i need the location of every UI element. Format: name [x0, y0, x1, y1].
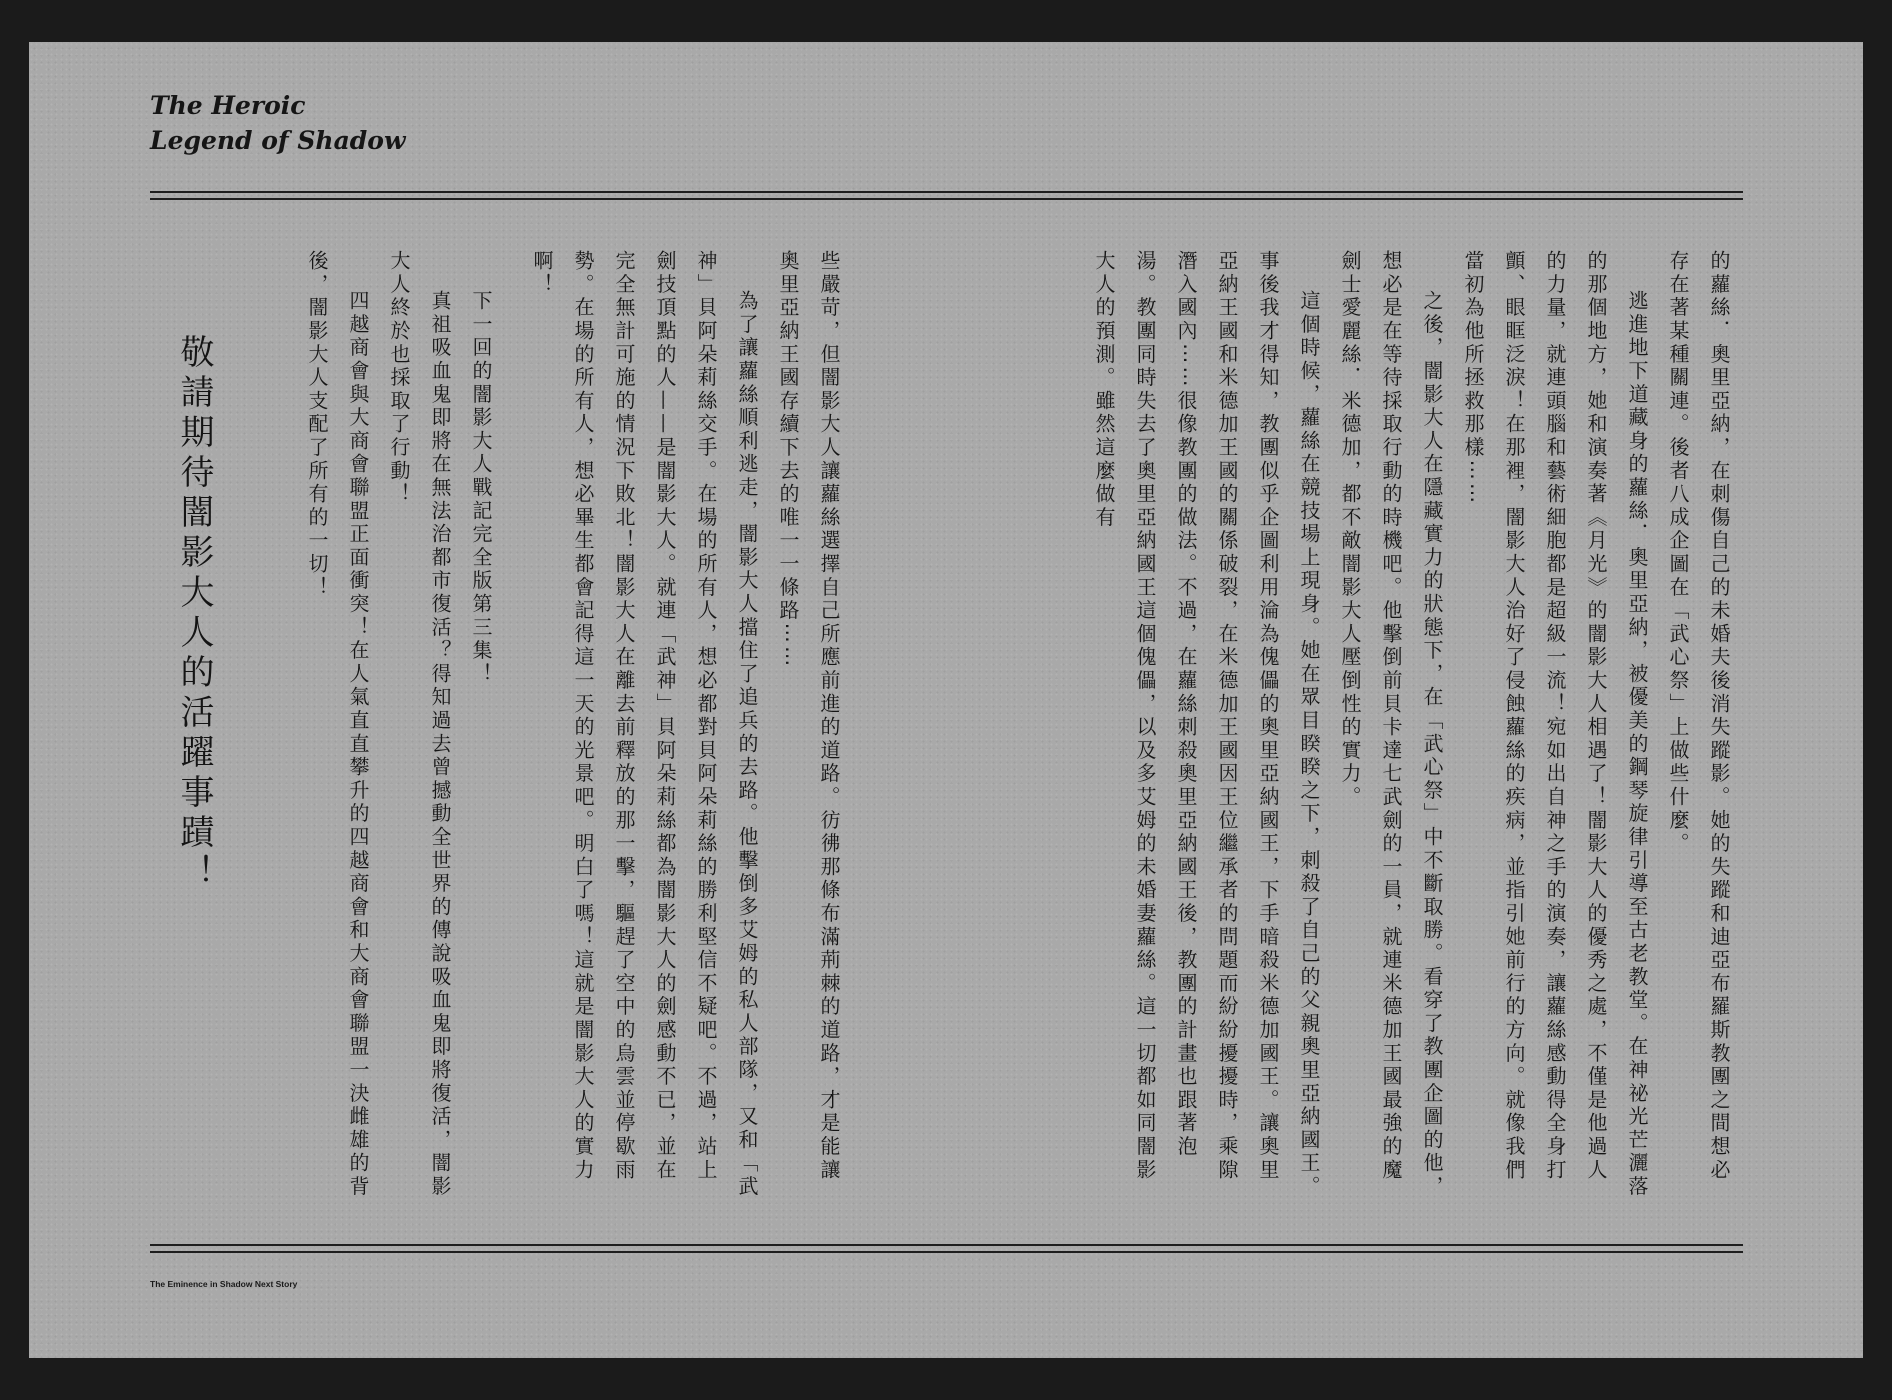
bottom-divider-line-2 — [150, 1251, 1743, 1253]
paragraph: 逃進地下道藏身的蘿絲．奧里亞納，被優美的鋼琴旋律引導至古老教堂。在神祕光芒灑落的那個地方，她和演奏著《月光》的闇影大人相遇了！闇影大人的優秀之處，不僅是他過人的力量，就連頭腦和藝術細胞都是超級一流！宛如出自神之手的演奏，讓蘿絲感動得全身打顫、眼眶泛淚！在那裡，闇影大人治好了侵蝕蘿絲的疾病，並指引她前行的方向。就像我們當初為他所拯救那樣⋯⋯ — [1461, 250, 1649, 1199]
paragraph: 些嚴苛，但闇影大人讓蘿絲選擇自己所應前進的道路。彷彿那條布滿荊棘的道路，才是能讓奧里亞納王國存續下去的唯一一條路⋯⋯ — [776, 250, 841, 1182]
title-line-2: Legend of Shadow — [150, 126, 406, 155]
paragraph: 為了讓蘿絲順利逃走，闇影大人擋住了追兵的去路。他擊倒多艾姆的私人部隊，又和「武神」貝阿朵莉絲交手。在場的所有人，想必都對貝阿朵莉絲的勝利堅信不疑吧。不過，站上劍技頂點的人——是闇影大人。就連「武神」貝阿朵莉絲都為闇影大人的劍感動不已，並在完全無計可施的情況下敗北！闇影大人在離去前釋放的那一擊，驅趕了空中的烏雲並停歇雨勢。在場的所有人，想必畢生都會記得這一天的光景吧。明白了嗎！這就是闇影大人的實力啊！ — [530, 250, 759, 1199]
footer-caption: The Eminence in Shadow Next Story — [150, 1279, 298, 1289]
paragraph: 之後，闇影大人在隱藏實力的狀態下，在「武心祭」中不斷取勝。看穿了教團企圖的他，想必是在等待採取行動的時機吧。他擊倒前貝卡達七武劍的一員，就連米德加王國最強的魔劍士愛麗絲．米德加，都不敵闇影大人壓倒性的實力。 — [1338, 250, 1444, 1199]
title-line-1: The Heroic — [150, 91, 306, 120]
paragraph: 四越商會與大商會聯盟正面衝突！在人氣直直攀升的四越商會和大商會聯盟一決雌雄的背後，闇影大人支配了所有的一切！ — [305, 250, 370, 1199]
top-divider-line-2 — [150, 198, 1743, 200]
paragraph: 的蘿絲．奧里亞納，在刺傷自己的未婚夫後消失蹤影。她的失蹤和迪亞布羅斯教團之間想必存在著某種關連。後者八成企圖在「武心祭」上做些什麼。 — [1666, 250, 1731, 1182]
paragraph: 真祖吸血鬼即將在無法治都市復活？得知過去曾撼動全世界的傳說吸血鬼即將復活，闇影大人終於也採取了行動！ — [387, 250, 452, 1199]
book-title — [150, 88, 405, 158]
right-text-column — [1089, 250, 1739, 1200]
next-issue-column — [241, 250, 501, 1200]
paragraph: 這個時候，蘿絲在競技場上現身。她在眾目睽睽之下，刺殺了自己的父親奧里亞納國王。事後我才得知，教團似乎企圖利用淪為傀儡的奧里亞納國王，下手暗殺米德加國王。讓奧里亞納王國和米德加王國的關係破裂，在米德加王國因王位繼承者的問題而紛紛擾擾時，乘隙潛入國內⋯⋯很像教團的做法。不過，在蘿絲刺殺奧里亞納國王後，教團的計畫也跟著泡湯。教團同時失去了奧里亞納國王這個傀儡，以及多艾姆的未婚妻蘿絲。這一切都如同闇影大人的預測。雖然這麼做有 — [1092, 250, 1321, 1199]
paragraph: 下一回的闇影大人戰記完全版第三集！ — [469, 290, 493, 687]
top-divider-line-1 — [150, 191, 1743, 193]
slogan-heading: 敬請期待闇影大人的活躍事蹟！ — [174, 334, 214, 894]
book-spread — [29, 42, 1863, 1358]
middle-text-column — [519, 250, 849, 1200]
bottom-divider-line-1 — [150, 1244, 1743, 1246]
